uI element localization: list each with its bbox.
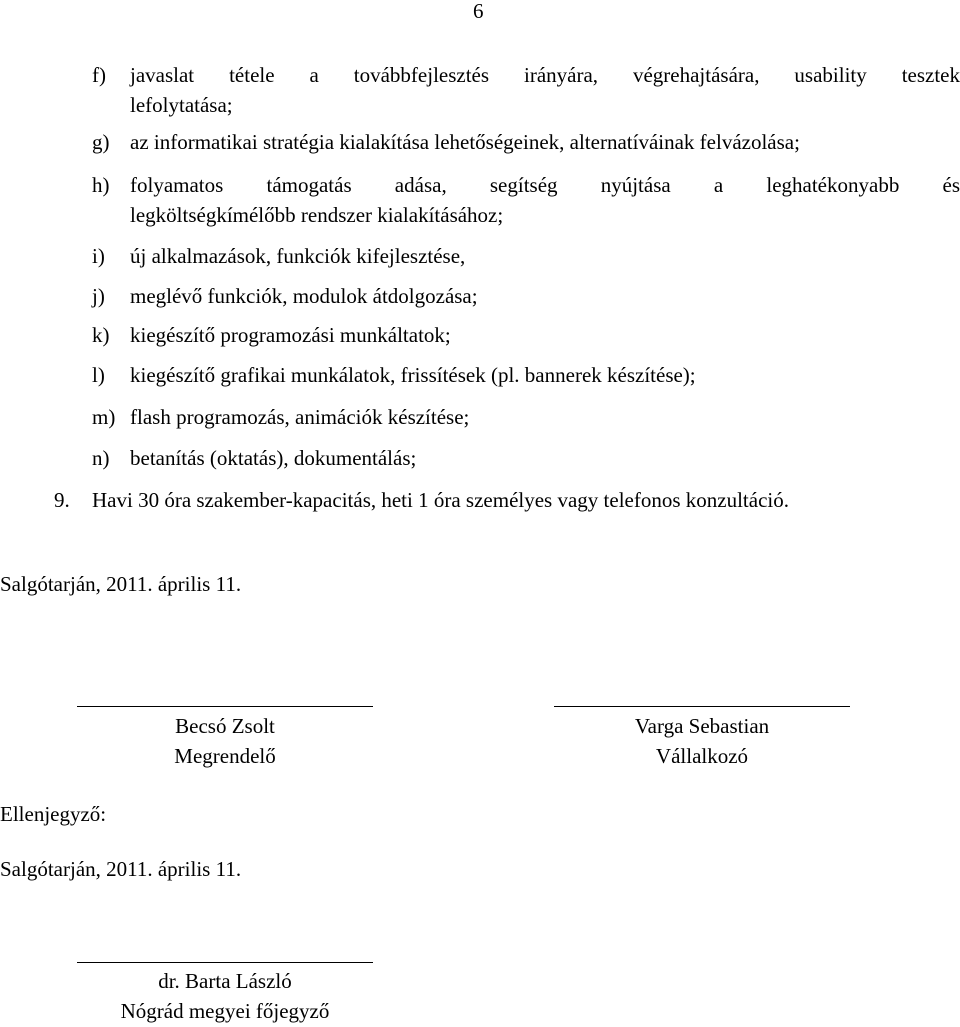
signatory-role: Megrendelő — [174, 744, 276, 768]
list-item-line: betanítás (oktatás), dokumentálás; — [130, 446, 417, 470]
signature-block-left — [77, 711, 373, 771]
list-item-line: javaslat tétele a továbbfejlesztés irányára, végrehajtására, usability tesztek — [130, 63, 960, 87]
signatory-role: Vállalkozó — [655, 744, 749, 768]
list-item-text — [130, 320, 960, 350]
list-item-text — [130, 241, 960, 271]
signatory-name: Becsó Zsolt — [175, 714, 275, 738]
list-marker: l) — [92, 363, 105, 387]
list-marker: h) — [92, 173, 110, 197]
list-item-line: kiegészítő grafikai munkálatok, frissítések (pl. bannerek készítése); — [130, 363, 696, 387]
list-item-line: lefolytatása; — [130, 93, 233, 117]
list-item-text — [130, 281, 960, 311]
signature-block-right — [554, 711, 850, 771]
list-item-line: kiegészítő programozási munkáltatok; — [130, 323, 451, 347]
list-marker: j) — [92, 284, 105, 308]
list-marker: k) — [92, 323, 110, 347]
signature-line-countersigner — [77, 962, 373, 963]
list-marker: f) — [92, 63, 106, 87]
signature-block-countersigner — [77, 966, 373, 1026]
point-9-marker: 9. — [54, 488, 70, 512]
signature-line-left — [77, 706, 373, 707]
countersign-label: Ellenjegyző: — [0, 802, 107, 826]
list-item-text — [130, 443, 960, 473]
list-marker: i) — [92, 244, 105, 268]
list-item-text — [130, 127, 960, 157]
point-9 — [54, 485, 789, 515]
signatory-role: Nógrád megyei főjegyző — [120, 999, 330, 1023]
list-item-text — [130, 170, 960, 230]
list-marker: g) — [92, 130, 110, 154]
signatory-name: dr. Barta László — [158, 969, 292, 993]
place-date: Salgótarján, 2011. április 11. — [0, 572, 242, 596]
list-item-line: új alkalmazások, funkciók kifejlesztése, — [130, 244, 466, 268]
list-item-text — [130, 60, 960, 120]
list-item-line: legköltségkímélőbb rendszer kialakításához; — [130, 203, 504, 227]
list-item-line: meglévő funkciók, modulok átdolgozása; — [130, 284, 478, 308]
list-marker: m) — [92, 405, 116, 429]
point-9-text: Havi 30 óra szakember-kapacitás, heti 1 óra személyes vagy telefonos konzultáció. — [92, 488, 789, 512]
list-item-line: flash programozás, animációk készítése; — [130, 405, 470, 429]
signature-line-right — [554, 706, 850, 707]
list-item-text — [130, 360, 960, 390]
signatory-name: Varga Sebastian — [634, 714, 770, 738]
list-item-text — [130, 402, 960, 432]
place-date-2: Salgótarján, 2011. április 11. — [0, 857, 242, 881]
list-item-line: az informatikai stratégia kialakítása lehetőségeinek, alternatíváinak felvázolása; — [130, 130, 800, 154]
list-marker: n) — [92, 446, 110, 470]
page-number: 6 — [473, 0, 484, 23]
list-item-line: folyamatos támogatás adása, segítség nyújtása a leghatékonyabb és — [130, 173, 960, 197]
